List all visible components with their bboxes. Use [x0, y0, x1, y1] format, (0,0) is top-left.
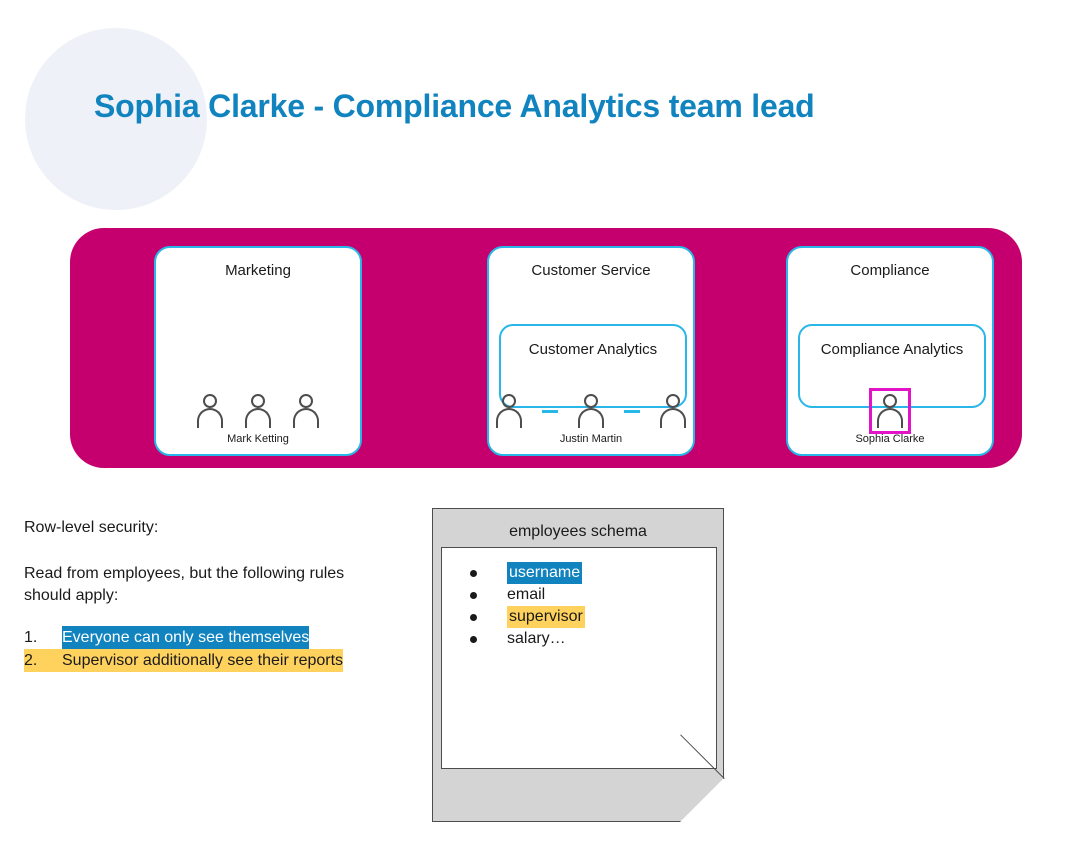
- department-card-customer-service: [487, 246, 695, 456]
- connector-dash: [542, 410, 558, 413]
- person-icon: [658, 394, 688, 428]
- person-wrap: [195, 394, 225, 428]
- bullet-icon: [470, 570, 477, 577]
- rule-item: [24, 649, 404, 672]
- schema-document: [432, 508, 724, 822]
- people-row: [489, 394, 693, 428]
- page-title: Sophia Clarke - Compliance Analytics team lead: [94, 88, 815, 124]
- schema-field-name: salary…: [507, 630, 566, 647]
- rules-list: [24, 626, 404, 672]
- page-fold-icon: [680, 778, 724, 822]
- department-title: Marketing: [225, 262, 291, 279]
- person-icon: [494, 394, 524, 428]
- rule-text: Everyone can only see themselves: [62, 626, 309, 649]
- schema-field-panel: [441, 547, 717, 769]
- bullet-icon: [470, 636, 477, 643]
- notes-heading: Row-level security:: [24, 519, 159, 536]
- notes-intro: Read from employees, but the following rules should apply:: [24, 565, 345, 604]
- department-owner: Mark Ketting: [227, 433, 289, 445]
- schema-field: [442, 584, 716, 606]
- schema-field: [442, 606, 716, 628]
- schema-title: employees schema: [509, 523, 647, 540]
- people-row: [788, 394, 992, 428]
- rule-text: Supervisor additionally see their reports: [62, 649, 343, 672]
- schema-field-name: supervisor: [507, 606, 585, 628]
- department-owner: Sophia Clarke: [855, 433, 925, 445]
- bullet-icon: [470, 592, 477, 599]
- department-owner: Justin Martin: [559, 433, 623, 445]
- schema-field-name: username: [507, 562, 582, 584]
- person-icon: [576, 394, 606, 428]
- person-icon: [195, 394, 225, 428]
- bullet-icon: [470, 614, 477, 621]
- department-title: Customer Service: [531, 262, 651, 279]
- rule-number: 2.: [24, 649, 62, 672]
- person-wrap: [243, 394, 273, 428]
- person-icon: [243, 394, 273, 428]
- department-title: Compliance: [850, 262, 930, 279]
- schema-field: [442, 628, 716, 650]
- team-label: Compliance Analytics: [820, 341, 964, 358]
- schema-field: [442, 562, 716, 584]
- connector-dash: [624, 410, 640, 413]
- department-card-marketing: [154, 246, 362, 456]
- person-wrap: [291, 394, 321, 428]
- person-icon: [291, 394, 321, 428]
- people-row: [156, 394, 360, 428]
- person-icon-highlighted: [875, 394, 905, 428]
- rule-item: [24, 626, 404, 649]
- department-card-compliance: [786, 246, 994, 456]
- schema-field-list: [442, 548, 716, 650]
- rule-number: 1.: [24, 629, 38, 646]
- team-label: Customer Analytics: [528, 341, 658, 358]
- schema-field-name: email: [507, 586, 546, 603]
